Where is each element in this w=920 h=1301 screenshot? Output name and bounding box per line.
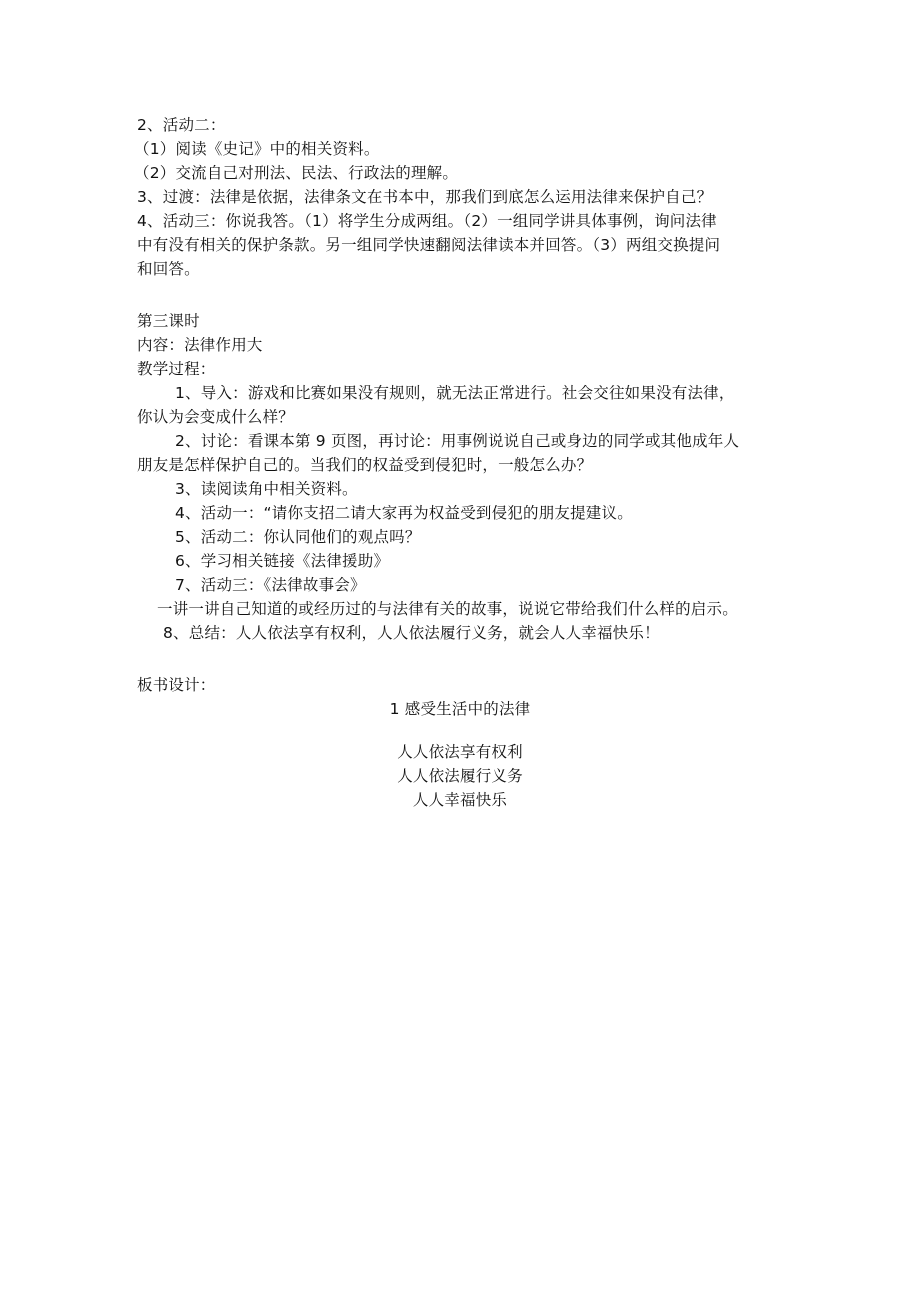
activity-three-line-3: 和回答。 [137,260,200,278]
board-design-heading: 板书设计： [137,676,216,694]
activity-three-line-1: 4、活动三：你说我答。（1）将学生分成两组。（2）一组同学讲具体事例，询问法律 [137,212,717,230]
lesson-step-1-line-2: 你认为会变成什么样？ [137,408,295,426]
activity-two-heading: 2、活动二： [137,116,226,134]
lesson-step-3: 3、读阅读角中相关资料。 [175,480,358,498]
lesson-step-1-line-1: 1、导入：游戏和比赛如果没有规则，就无法正常进行。社会交往如果没有法律， [175,384,735,402]
board-design-line-2: 人人依法履行义务 [397,767,523,785]
lesson-step-8-summary: 8、总结：人人依法享有权利，人人依法履行义务，就会人人幸福快乐！ [163,624,660,642]
activity-three-line-2: 中有没有相关的保护条款。另一组同学快速翻阅法律读本并回答。（3）两组交换提问 [137,236,721,254]
lesson-step-2-line-2: 朋友是怎样保护自己的。当我们的权益受到侵犯时，一般怎么办？ [137,456,593,474]
lesson-step-6: 6、学习相关链接《法律援助》 [175,552,390,570]
lesson-step-7: 7、活动三：《法律故事会》 [175,576,366,594]
lesson-three-content: 内容：法律作用大 [137,336,263,354]
lesson-step-2-line-1: 2、讨论：看课本第 9 页图，再讨论：用事例说说自己或身边的同学或其他成年人 [175,432,740,450]
activity-two-item-1: （1）阅读《史记》中的相关资料。 [134,140,380,158]
lesson-three-title: 第三课时 [137,312,200,330]
law-story-detail: 一讲一讲自己知道的或经历过的与法律有关的故事，说说它带给我们什么样的启示。 [157,600,738,618]
lesson-step-4: 4、活动一：“请你支招二请大家再为权益受到侵犯的朋友提建议。 [175,504,633,522]
activity-two-item-2: （2）交流自己对刑法、民法、行政法的理解。 [134,164,459,182]
board-design-line-3: 人人幸福快乐 [412,791,508,809]
lesson-step-5: 5、活动二：你认同他们的观点吗？ [175,528,421,546]
transition-text: 3、过渡：法律是依据，法律条文在书本中，那我们到底怎么运用法律来保护自己？ [137,188,713,206]
teaching-process-heading: 教学过程： [137,360,216,378]
board-design-title: 1 感受生活中的法律 [389,700,531,718]
board-design-line-1: 人人依法享有权利 [397,743,523,761]
